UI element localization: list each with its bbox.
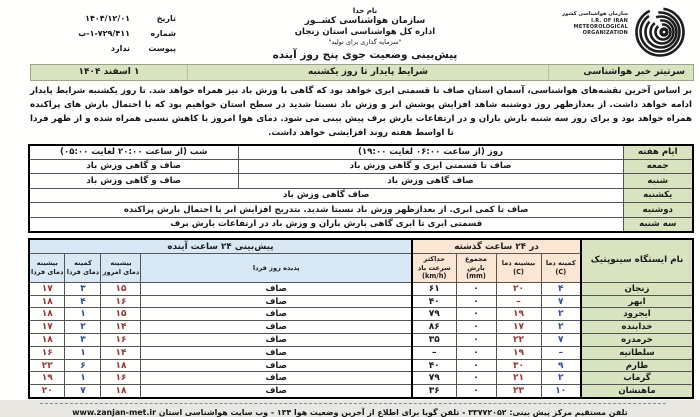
tomorrow-min-temp-cell: ۳ (65, 282, 101, 295)
wind-speed-cell: ۷۹ (412, 308, 456, 321)
tomorrow-max-temp-cell: ۱۸ (29, 295, 65, 308)
tomorrow-max-temp-cell: ۱۷ (29, 282, 65, 295)
allday-forecast-cell: صاف گاهی وزش باد (29, 188, 623, 203)
page-title: پیش‌بینی وضعیت جوی پنج روز آینده (272, 49, 458, 61)
stations-group-header-row (29, 239, 693, 254)
station-name-cell: ماهنشان (581, 385, 693, 398)
past-max-temp-cell: – (496, 295, 541, 308)
past-min-temp-cell: ۷ (541, 295, 581, 308)
past-min-temp-cell: ۷ (541, 334, 581, 347)
allday-forecast-cell: صاف تا کمی ابری. از بعدازظهر وزش باد نسبتا شدید. بتدریج افزایش ابر با احتمال بارش پراکنده (29, 203, 623, 218)
day-name-cell: شنبه (623, 174, 693, 189)
office-name: اداره کل هواشناسی استان زنجان (294, 27, 436, 37)
headline-label: سرتیتر خبر هواشناسی (548, 65, 693, 80)
days-table-header-row (29, 145, 693, 160)
bismillah: نام خدا (352, 7, 378, 15)
meta-number (26, 27, 176, 42)
wind-speed-cell: ۴۰ (412, 359, 456, 372)
tomorrow-phenomenon-cell: صاف (141, 308, 412, 321)
night-header: شب (از ساعت ۲۰:۰۰ لغایت ۰۵:۰۰) (29, 145, 238, 160)
station-name-cell: سلطانیه (581, 346, 693, 359)
tomorrow-phenomenon-cell: صاف (141, 385, 412, 398)
past-min-temp-cell: – (541, 346, 581, 359)
past-max-temp-cell: ۱۹ (496, 308, 541, 321)
day-name-cell: دوشنبه (623, 203, 693, 218)
letter-meta (26, 5, 176, 56)
meta-attachment (26, 42, 176, 57)
today-max-temp-cell: ۱۴ (101, 346, 141, 359)
tomorrow-phenomenon-cell: صاف (141, 346, 412, 359)
today-max-header: بیشینه دمای امروز (101, 254, 141, 283)
daytime-forecast-cell: صاف گاهی وزش باد (238, 174, 623, 189)
past-min-temp-cell: ۹ (541, 359, 581, 372)
precip-cell: ۰ (456, 334, 496, 347)
today-max-temp-cell: ۱۵ (101, 282, 141, 295)
precip-cell: ۰ (456, 359, 496, 372)
letterhead (0, 0, 700, 63)
days-table-body (29, 159, 693, 232)
station-name-header: نام ایستگاه سینوپتیک (581, 239, 693, 282)
night-forecast-cell: صاف و گاهی وزش باد (29, 159, 238, 174)
day-name-cell: جمعه (623, 159, 693, 174)
tomorrow-min-temp-cell: ۱ (65, 346, 101, 359)
today-max-temp-cell: ۱۶ (101, 334, 141, 347)
station-row (29, 282, 693, 295)
fingerprint-logo-icon (630, 5, 692, 59)
tomorrow-min-temp-cell: ۱ (65, 372, 101, 385)
day-row (29, 188, 693, 203)
tomorrow-max-temp-cell: ۱۸ (29, 308, 65, 321)
tomorrow-max-temp-cell: ۱۸ (29, 334, 65, 347)
tomorrow-phenomenon-cell: صاف (141, 372, 412, 385)
days-header: ایام هفته (623, 145, 693, 160)
phenomenon-header: پدیده روز فردا (141, 254, 412, 283)
wind-speed-cell: ۳۵ (412, 334, 456, 347)
today-max-temp-cell: ۱۴ (101, 321, 141, 334)
wind-header: حداکثر سرعت باد (km/h) (412, 254, 456, 283)
station-name-cell: خرمدره (581, 334, 693, 347)
precip-cell: ۰ (456, 295, 496, 308)
next-24h-group-header: پیش‌بینی ۲۴ ساعت آینده (29, 239, 412, 254)
meta-attachment-value: ندارد (110, 43, 130, 53)
night-forecast-cell: صاف و گاهی وزش باد (29, 174, 238, 189)
forecast-summary: بر اساس آخرین نقشه‌های هواشناسی، آسمان استان صاف تا قسمتی ابری خواهد بود که گاهی با وزش باد نیز همراه خواهد شد. تا روز یکشنبه شرایط پایدار ادامه خواهد داشت. از بعدازظهر روز دوشنبه شاهد افزایش پوشش ابر و وزش باد نسبتا شدید در سطح استان خواهیم بود که با احتمال بارش های پراکنده همراه خواهد بود و برای روز سه شنبه بارش باران و در ارتفاعات بارش برف پیش بینی می شود. دمای هوا امروز با کاهش نسبی همراه شده و از ظهر فردا تا اواسط هفته روند افزایشی خواهد داشت. (30, 86, 692, 138)
tomorrow-min-temp-cell: ۳ (65, 334, 101, 347)
station-name-cell: گرماب (581, 372, 693, 385)
tomorrow-min-header: کمینه دمای فردا (65, 254, 101, 283)
past-min-temp-cell: ۴ (541, 282, 581, 295)
daytime-forecast-cell: صاف تا قسمتی ابری و گاهی وزش باد (238, 159, 623, 174)
station-name-cell: خدابنده (581, 321, 693, 334)
day-name-cell: سه شنبه (623, 217, 693, 232)
past-max-temp-cell: ۲۳ (496, 385, 541, 398)
imo-logo-fa-name: سازمان هواشناسی کشور (562, 11, 628, 17)
wind-speed-cell: ۸۶ (412, 321, 456, 334)
past-min-temp-cell: ۲ (541, 308, 581, 321)
precip-cell: ۰ (456, 282, 496, 295)
imo-logo-en-line2: METEOROLOGICAL (573, 23, 628, 30)
precip-cell: ۰ (456, 321, 496, 334)
meta-attachment-label: پیوست (148, 43, 176, 53)
stations-table-body (29, 282, 693, 398)
min-temp-header: کمینه دما (C) (541, 254, 581, 283)
precip-cell: ۰ (456, 372, 496, 385)
precip-cell: ۰ (456, 385, 496, 398)
wind-speed-cell: ۶۱ (412, 282, 456, 295)
tomorrow-min-temp-cell: ۱ (65, 308, 101, 321)
tomorrow-min-temp-cell: ۴ (65, 295, 101, 308)
tomorrow-phenomenon-cell: صاف (141, 321, 412, 334)
day-row (29, 203, 693, 218)
wind-speed-cell: ۷۹ (412, 372, 456, 385)
headline-date: ۱ اسفند ۱۴۰۴ (31, 65, 187, 80)
tomorrow-max-temp-cell: ۱۷ (29, 321, 65, 334)
today-max-temp-cell: ۱۸ (101, 359, 141, 372)
five-day-forecast-table (28, 144, 694, 234)
station-row (29, 334, 693, 347)
imo-logo-en-line3: ORGANIZATION (582, 30, 628, 36)
meta-date-label: تاریخ (156, 14, 176, 23)
station-row (29, 321, 693, 334)
day-row (29, 217, 693, 232)
day-row (29, 159, 693, 174)
tomorrow-min-temp-cell: ۲ (65, 321, 101, 334)
past-max-temp-cell: ۱۷ (496, 321, 541, 334)
precip-cell: ۰ (456, 308, 496, 321)
footer-contact-info: تلفن مستقیم مرکز پیش بینی: ۳۳۷۷۲۰۵۲ - تلفن گویا برای اطلاع از آخرین وضعیت هوا ۱۳۴ - وب سایت هواشناسی استان www.zanjan-met.ir (72, 408, 628, 417)
today-max-temp-cell: ۱۶ (101, 372, 141, 385)
today-max-temp-cell: ۱۶ (101, 295, 141, 308)
imo-logo-caption (562, 5, 628, 36)
precip-header: مجموع بارش (mm) (456, 254, 496, 283)
today-max-temp-cell: ۱۸ (101, 385, 141, 398)
past-max-temp-cell: ۲۰ (496, 282, 541, 295)
headline-text: شرایط پایدار تا روز یکشنبه (187, 65, 548, 80)
year-slogan: "سرمایه گذاری برای تولید" (328, 38, 402, 46)
wind-speed-cell: ۳۶ (412, 385, 456, 398)
org-heading (176, 5, 554, 61)
station-name-cell: طارم (581, 359, 693, 372)
tomorrow-max-header: بیشینه دمای فردا (29, 254, 65, 283)
past-max-temp-cell: ۲۲ (496, 334, 541, 347)
station-row (29, 359, 693, 372)
allday-forecast-cell: قسمتی ابری تا ابری گاهی بارش باران و وزش باد در ارتفاعات بارش برف (29, 217, 623, 232)
station-name-cell: ابهر (581, 295, 693, 308)
precip-cell: ۰ (456, 346, 496, 359)
tomorrow-min-temp-cell: ۶ (65, 359, 101, 372)
meta-number-value: ۱-۷۲۹/۴۱۱-ب (78, 28, 130, 38)
station-row (29, 385, 693, 398)
past-min-temp-cell: ۲ (541, 321, 581, 334)
tomorrow-min-temp-cell: ۷ (65, 385, 101, 398)
max-temp-header: بیشینه دما (C) (496, 254, 541, 283)
daytime-header: روز (از ساعت ۰۶:۰۰ لغایت ۱۹:۰۰) (238, 145, 623, 160)
past-max-temp-cell: ۳۰ (496, 359, 541, 372)
meta-date (26, 12, 176, 27)
wind-speed-cell: ۴۰ (412, 295, 456, 308)
stations-table (28, 238, 694, 399)
headline-band (30, 64, 694, 81)
station-row (29, 295, 693, 308)
footer-divider (40, 403, 666, 404)
org-name: سازمان هواشناسی کشــور (304, 16, 426, 26)
station-name-cell: زنجان (581, 282, 693, 295)
tomorrow-phenomenon-cell: صاف (141, 334, 412, 347)
past-max-temp-cell: ۱۹ (496, 346, 541, 359)
wind-speed-cell: – (412, 346, 456, 359)
tomorrow-max-temp-cell: ۲۲ (29, 359, 65, 372)
past-min-temp-cell: ۲ (541, 372, 581, 385)
tomorrow-max-temp-cell: ۲۰ (29, 385, 65, 398)
past-24h-group-header: در ۲۴ ساعت گذشته (412, 239, 581, 254)
station-row (29, 372, 693, 385)
tomorrow-max-temp-cell: ۱۶ (29, 346, 65, 359)
station-row (29, 346, 693, 359)
day-row (29, 174, 693, 189)
imo-logo (554, 5, 692, 59)
past-max-temp-cell: ۲۱ (496, 372, 541, 385)
meta-date-value: ۱۴۰۴/۱۲/۰۱ (85, 14, 130, 23)
tomorrow-phenomenon-cell: صاف (141, 282, 412, 295)
day-name-cell: یکشنبه (623, 188, 693, 203)
station-row (29, 308, 693, 321)
tomorrow-max-temp-cell: ۱۹ (29, 372, 65, 385)
tomorrow-phenomenon-cell: صاف (141, 295, 412, 308)
tomorrow-phenomenon-cell: صاف (141, 359, 412, 372)
past-min-temp-cell: ۱۰ (541, 385, 581, 398)
meta-number-label: شماره (150, 28, 176, 38)
imo-logo-en-line1: I.R. OF IRAN (591, 17, 628, 24)
station-name-cell: ایجرود (581, 308, 693, 321)
today-max-temp-cell: ۱۵ (101, 308, 141, 321)
